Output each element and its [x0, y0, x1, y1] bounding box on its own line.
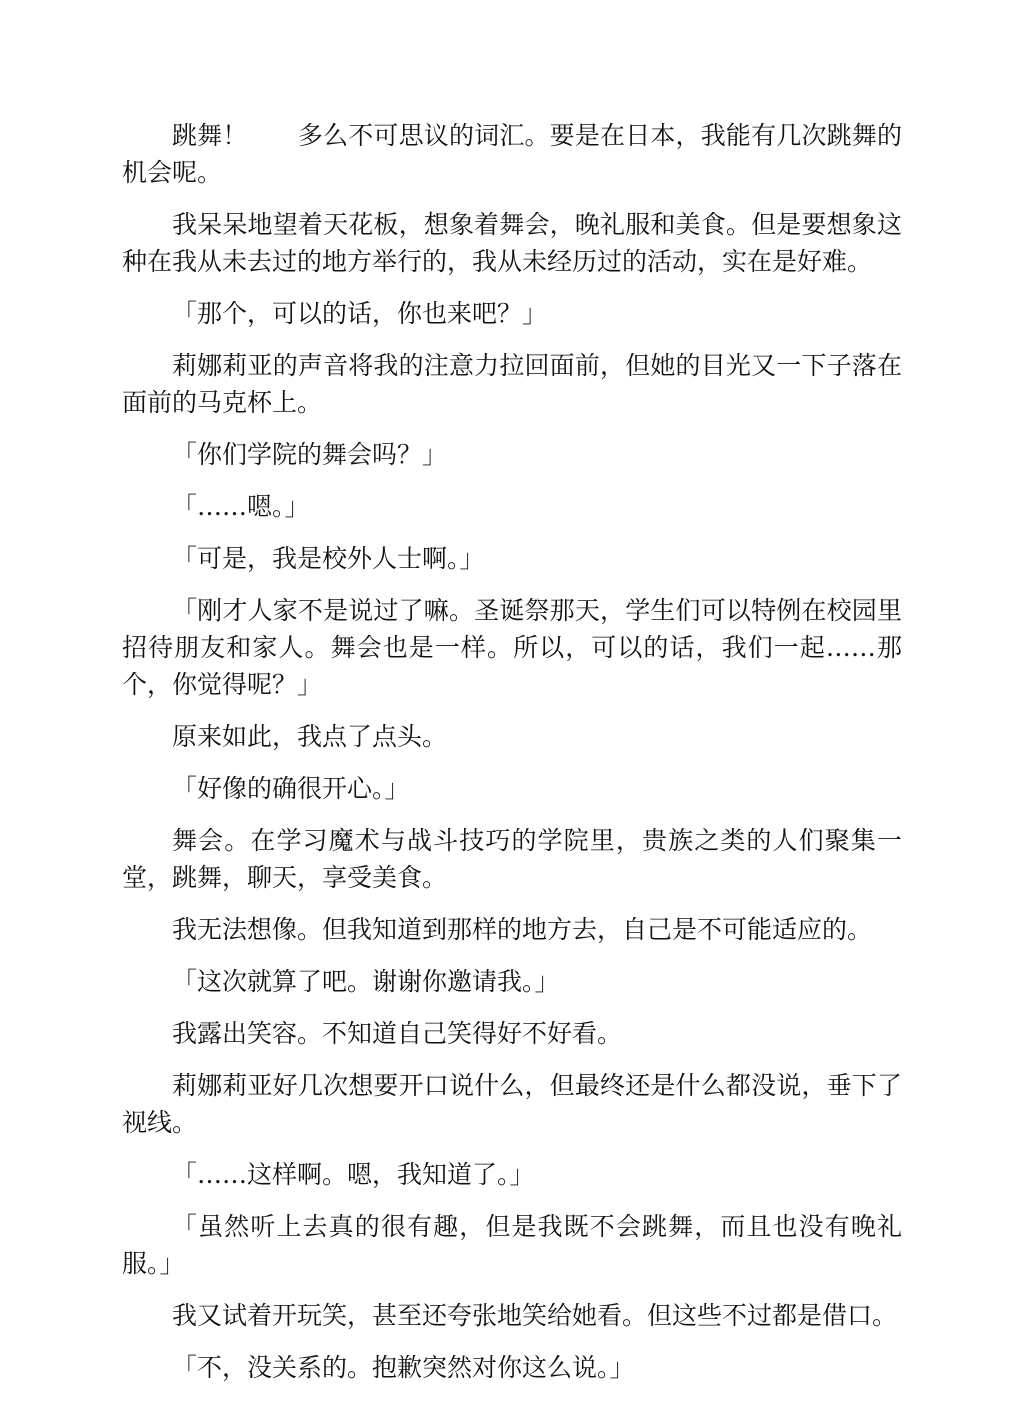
paragraph: 莉娜莉亚好几次想要开口说什么，但最终还是什么都没说，垂下了视线。 [122, 1071, 902, 1137]
paragraph: 「虽然听上去真的很有趣，但是我既不会跳舞，而且也没有晚礼服。」 [122, 1212, 902, 1278]
paragraph: 舞会。在学习魔术与战斗技巧的学院里，贵族之类的人们聚集一堂，跳舞，聊天，享受美食。 [122, 826, 902, 892]
paragraph: 「那个，可以的话，你也来吧？」 [172, 299, 548, 328]
paragraph: 我又试着开玩笑，甚至还夸张地笑给她看。但这些不过都是借口。 [172, 1301, 898, 1330]
paragraph: 「不，没关系的。抱歉突然对你这么说。」 [172, 1353, 635, 1382]
paragraph: 跳舞！ 多么不可思议的词汇。要是在日本，我能有几次跳舞的机会呢。 [122, 121, 902, 187]
paragraph: 莉娜莉亚的声音将我的注意力拉回面前，但她的目光又一下子落在面前的马克杯上。 [122, 351, 902, 417]
paragraph: 「这次就算了吧。谢谢你邀请我。」 [172, 967, 560, 996]
paragraph: 「你们学院的舞会吗？」 [172, 440, 448, 469]
paragraph: 我露出笑容。不知道自己笑得好不好看。 [172, 1019, 623, 1048]
paragraph: 「刚才人家不是说过了嘛。圣诞祭那天，学生们可以特例在校园里招待朋友和家人。舞会也是一样。所以，可以的话，我们一起……那个，你觉得呢？」 [122, 596, 902, 699]
paragraph: 我无法想像。但我知道到那样的地方去，自己是不可能适应的。 [172, 915, 873, 944]
paragraph: 「……嗯。」 [172, 492, 310, 521]
text-body [122, 117, 902, 1401]
paragraph: 「……这样啊。嗯，我知道了。」 [172, 1160, 535, 1189]
paragraph: 「好像的确很开心。」 [172, 774, 410, 803]
paragraph: 我呆呆地望着天花板，想象着舞会，晚礼服和美食。但是要想象这种在我从未去过的地方举行的，我从未经历过的活动，实在是好难。 [122, 210, 902, 276]
paragraph: 「可是，我是校外人士啊。」 [172, 544, 485, 573]
paragraph: 原来如此，我点了点头。 [172, 722, 448, 751]
